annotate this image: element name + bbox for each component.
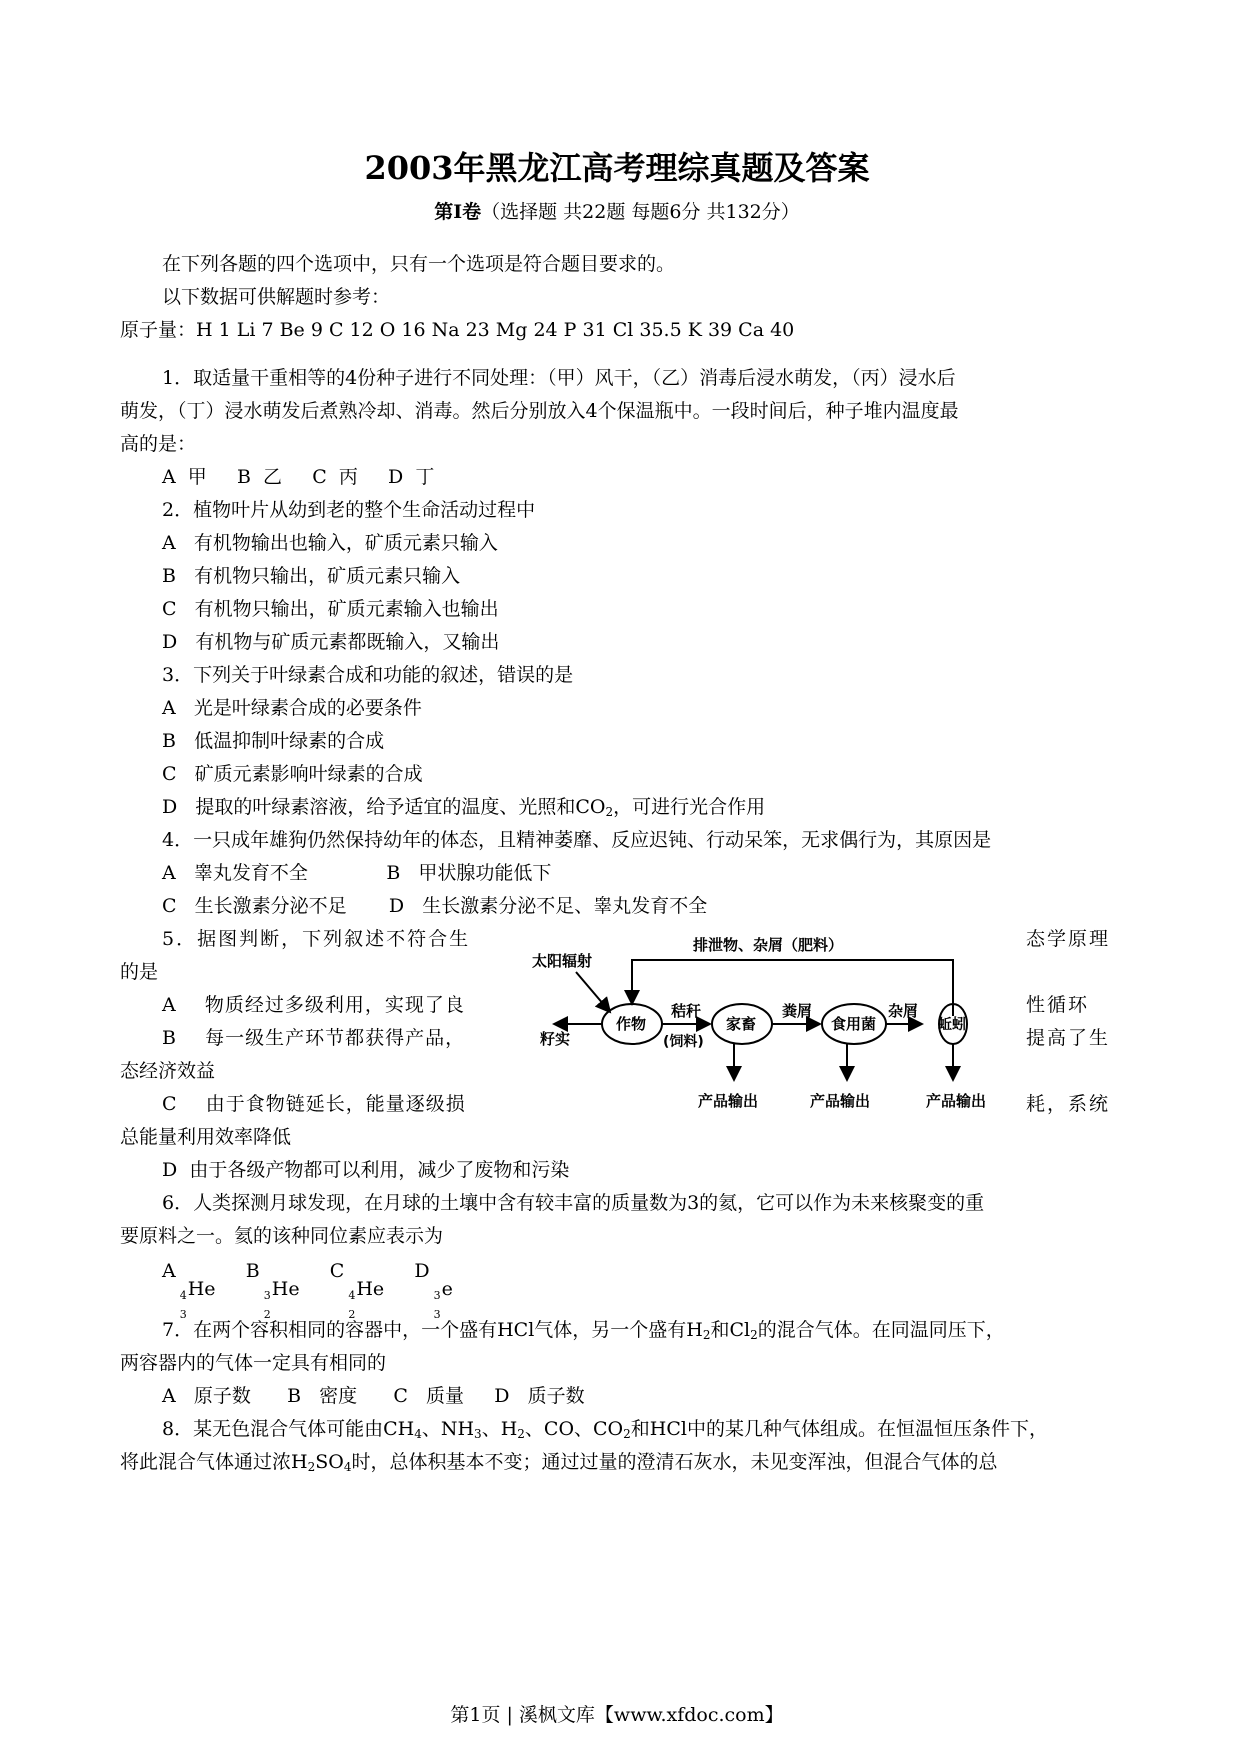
q5-option-b: B 每一级生产环节都获得产品， xyxy=(162,1027,466,1049)
fertilizer-label: 排泄物、杂屑（肥料） xyxy=(693,936,844,954)
earthworm-label: 蚯蚓 xyxy=(938,1017,966,1033)
q4-options-cd: C 生长激素分泌不足 D 生长激素分泌不足、睾丸发育不全 xyxy=(162,895,708,917)
q8-line-1: 8．某无色混合气体可能由$CH_4$、$NH_3$、$H_2$、CO、$CO_2$和HCl中的某几种气体组成。在恒温恒压条件下， xyxy=(162,1418,1048,1441)
instruction-line: 在下列各题的四个选项中，只有一个选项是符合题目要求的。 xyxy=(162,253,676,275)
scraps-label: 杂屑 xyxy=(888,1002,919,1020)
q5-option-a-end: 性循环 xyxy=(1026,994,1090,1016)
q5-option-b-end: 态经济效益 xyxy=(120,1060,216,1082)
q6-line-1: 6．人类探测月球发现，在月球的土壤中含有较丰富的质量数为3的氦，它可以作为未来核聚变的重 xyxy=(162,1192,985,1214)
q5-stem-right: 态学原理 xyxy=(1026,928,1111,950)
q3-option-c: C 矿质元素影响叶绿素的合成 xyxy=(162,763,423,785)
crop-label: 作物 xyxy=(616,1015,647,1033)
q7-line-1: 7．在两个容积相同的容器中，一个盛有HCl气体，另一个盛有$H_2$和$Cl_2$的混合气体。在同温同压下， xyxy=(162,1319,1005,1342)
q7-line-2: 两容器内的气体一定具有相同的 xyxy=(120,1352,387,1374)
seed-label: 籽实 xyxy=(540,1030,571,1048)
q8-line-2: 将此混合气体通过浓$H_2SO_4$时，总体积基本不变；通过过量的澄清石灰水，未见变浑浊，但混合气体的总 xyxy=(120,1451,998,1474)
page-title: 2003年黑龙江高考理综真题及答案 xyxy=(364,149,870,187)
q5-stem-end: 的是 xyxy=(120,961,159,983)
feed-label: (饲料) xyxy=(663,1034,704,1050)
livestock-label: 家畜 xyxy=(726,1015,757,1033)
q3-option-b: B 低温抑制叶绿素的合成 xyxy=(162,730,385,752)
q3-option-d: D 提取的叶绿素溶液，给予适宜的温度、光照和$CO_2$，可进行光合作用 xyxy=(162,796,766,819)
product-output-label-2: 产品输出 xyxy=(810,1092,871,1110)
q5-option-a: A 物质经过多级利用，实现了良 xyxy=(162,994,465,1016)
q1-line-2: 萌发，（丁）浸水萌发后煮熟冷却、消毒。然后分别放入4个保温瓶中。一段时间后，种子堆内温度最 xyxy=(120,400,959,422)
q6-option-c: C 4 He 2 xyxy=(329,1260,385,1321)
solar-arrow xyxy=(576,972,610,1012)
q3-option-a: A 光是叶绿素合成的必要条件 xyxy=(162,697,422,719)
q2-stem: 2．植物叶片从幼到老的整个生命活动过程中 xyxy=(162,499,536,521)
q2-option-d: D 有机物与矿质元素都既输入，又输出 xyxy=(162,631,500,653)
q6-options xyxy=(162,1259,494,1321)
dung-label: 粪屑 xyxy=(782,1002,813,1020)
q6-line-2: 要原料之一。氦的该种同位素应表示为 xyxy=(120,1225,444,1247)
product-output-label-3: 产品输出 xyxy=(926,1092,987,1110)
q2-option-c: C 有机物只输出，矿质元素输入也输出 xyxy=(162,598,499,620)
solar-radiation-label: 太阳辐射 xyxy=(532,952,593,970)
q5-option-b-cont: 提高了生 xyxy=(1026,1027,1111,1049)
atomic-masses: 原子量：H 1 Li 7 Be 9 C 12 O 16 Na 23 Mg 24 P 31 Cl 35.5 K 39 Ca 40 xyxy=(120,319,795,341)
q6-option-b: B 3 He 2 xyxy=(245,1260,300,1321)
section-label: 第Ⅰ卷 xyxy=(434,201,482,223)
straw-label: 秸秆 xyxy=(671,1002,702,1020)
q3-stem: 3．下列关于叶绿素合成和功能的叙述，错误的是 xyxy=(162,664,574,686)
product-output-label-1: 产品输出 xyxy=(698,1092,759,1110)
q5-option-d: D 由于各级产物都可以利用，减少了废物和污染 xyxy=(162,1159,570,1181)
q7-options: A 原子数 B 密度 C 质量 D 质子数 xyxy=(162,1385,585,1407)
q1-line-1: 1．取适量干重相等的4份种子进行不同处理：（甲）风干，（乙）消毒后浸水萌发，（丙）浸水后 xyxy=(162,367,956,389)
q2-option-a: A 有机物输出也输入，矿质元素只输入 xyxy=(162,532,498,554)
q6-option-a: A 4 He 3 xyxy=(162,1260,216,1321)
q4-options-ab: A 睾丸发育不全 B 甲状腺功能低下 xyxy=(162,862,552,884)
q1-options: A 甲 B 乙 C 丙 D 丁 xyxy=(162,466,435,488)
q5-option-c-end: 总能量利用效率降低 xyxy=(120,1126,292,1148)
ecosystem-diagram xyxy=(528,920,987,1120)
q2-option-b: B 有机物只输出，矿质元素只输入 xyxy=(162,565,461,587)
q6-option-d: D 3 e 3 xyxy=(414,1260,453,1321)
section-info: （选择题 共22题 每题6分 共132分） xyxy=(481,201,800,223)
q5-stem-left: 5．据图判断，下列叙述不符合生 xyxy=(162,928,471,950)
q4-stem: 4．一只成年雄狗仍然保持幼年的体态，且精神萎靡、反应迟钝、行动呆笨，无求偶行为，其原因是 xyxy=(162,829,992,851)
q5-option-c: C 由于食物链延长，能量逐级损 xyxy=(162,1093,466,1115)
q5-option-c-cont: 耗，系统 xyxy=(1026,1093,1111,1115)
q1-line-3: 高的是： xyxy=(120,433,197,455)
reference-line: 以下数据可供解题时参考： xyxy=(162,286,391,308)
fungi-label: 食用菌 xyxy=(831,1015,877,1033)
section-subtitle xyxy=(0,200,1234,224)
page-footer: 第1页 | 溪枫文库【www.xfdoc.com】 xyxy=(450,1704,784,1726)
